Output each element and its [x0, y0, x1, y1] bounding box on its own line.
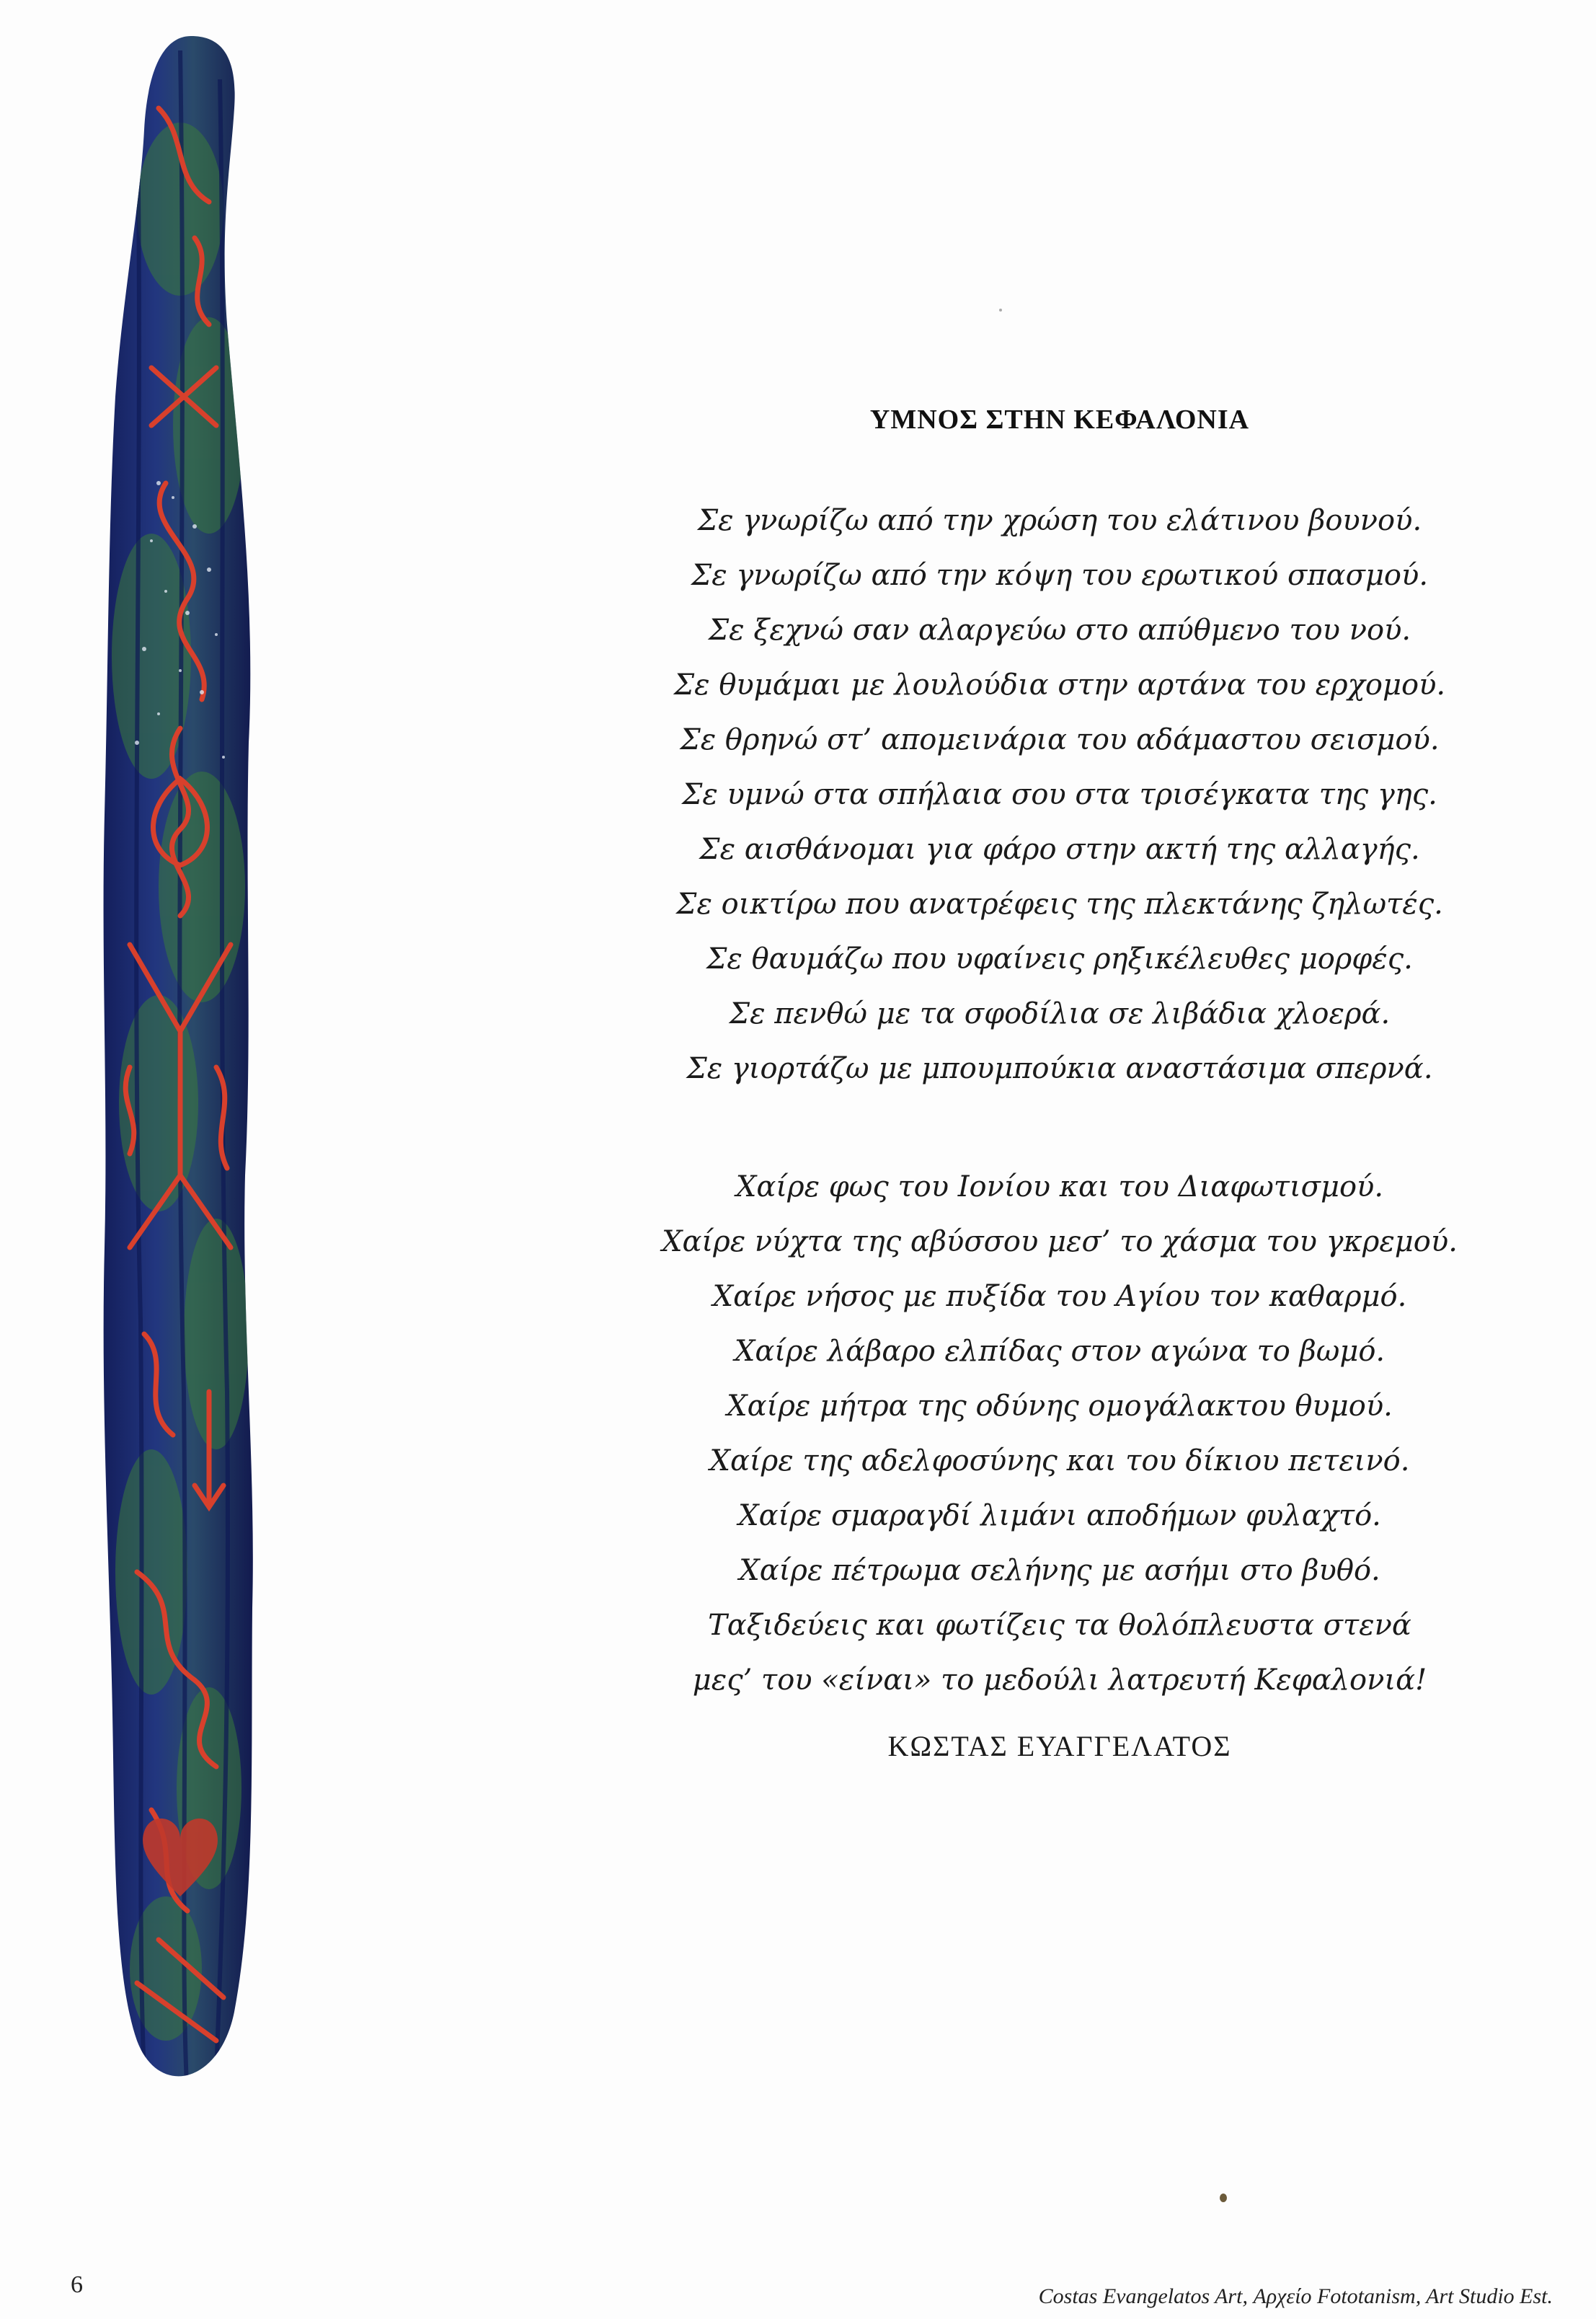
- poem-line: Σε ξεχνώ σαν αλαργεύω στο απύθμενο του νού.: [708, 614, 1411, 647]
- poem-stanza-1: [591, 493, 1528, 1096]
- poem-line: Σε υμνώ στα σπήλαια σου στα τρισέγκατα της γης.: [682, 778, 1437, 811]
- poem-line: Σε αισθάνομαι για φάρο στην ακτή της αλλαγής.: [699, 833, 1420, 866]
- poem-line: Χαίρε πέτρωμα σελήνης με ασήμι στο βυθό.: [739, 1554, 1380, 1587]
- poem-line: Χαίρε σμαραγδί λιμάνι αποδήμων φυλαχτό.: [738, 1499, 1381, 1532]
- poem-line: Ταξιδεύεις και φωτίζεις τα θολόπλευστα στενά: [708, 1609, 1411, 1642]
- poem-line: Σε γιορτάζω με μπουμπούκια αναστάσιμα σπερνά.: [686, 1052, 1433, 1085]
- poem-line: Σε θαυμάζω που υφαίνεις ρηξικέλευθες μορφές.: [706, 942, 1413, 976]
- poem-line: Χαίρε της αδελφοσύνης και του δίκιου πετεινό.: [709, 1444, 1410, 1477]
- poem-title: ΥΜΝΟΣ ΣΤΗΝ ΚΕΦΑΛΟΝΙΑ: [869, 405, 1250, 435]
- print-speck: [999, 309, 1002, 312]
- page-number: 6: [71, 2271, 83, 2298]
- poem: [591, 404, 1528, 1763]
- poem-line: Χαίρε νύχτα της αβύσσου μεσ’ το χάσμα του γκρεμού.: [662, 1225, 1458, 1258]
- poem-line: Χαίρε λάβαρο ελπίδας στον αγώνα το βωμό.: [734, 1335, 1386, 1368]
- poem-stanza-2: [591, 1160, 1528, 1708]
- poem-line: Χαίρε φως του Ιονίου και του Διαφωτισμού.: [735, 1170, 1384, 1203]
- poem-author: ΚΩΣΤΑΣ ΕΥΑΓΓΕΛΑΤΟΣ: [887, 1730, 1232, 1762]
- poem-line: Σε πενθώ με τα σφοδίλια σε λιβάδια χλοερά.: [729, 997, 1391, 1030]
- poem-line: Χαίρε νήσος με πυξίδα του Αγίου τον καθαρμό.: [712, 1280, 1407, 1313]
- print-speck: [1220, 2194, 1227, 2202]
- poem-line: Χαίρε μήτρα της οδύνης ομογάλακτου θυμού.: [727, 1390, 1393, 1423]
- painted-driftwood-artwork: [72, 22, 317, 2113]
- photo-credit: Costas Evangelatos Art, Αρχείο Fototanism, Art Studio Est.: [1038, 2284, 1553, 2308]
- poem-line: Σε οικτίρω που ανατρέφεις της πλεκτάνης ζηλωτές.: [676, 888, 1443, 921]
- poem-line: Σε θρηνώ στ’ απομεινάρια του αδάμαστου σεισμού.: [680, 723, 1440, 756]
- poem-line: Σε γνωρίζω από την χρώση του ελάτινου βουνού.: [697, 504, 1422, 537]
- poem-line: μες’ του «είναι» το μεδούλι λατρευτή Κεφαλονιά!: [692, 1664, 1427, 1697]
- poem-line: Σε θυμάμαι με λουλούδια στην αρτάνα του ερχομού.: [673, 668, 1446, 702]
- poem-line: Σε γνωρίζω από την κόψη του ερωτικού σπασμού.: [691, 559, 1429, 592]
